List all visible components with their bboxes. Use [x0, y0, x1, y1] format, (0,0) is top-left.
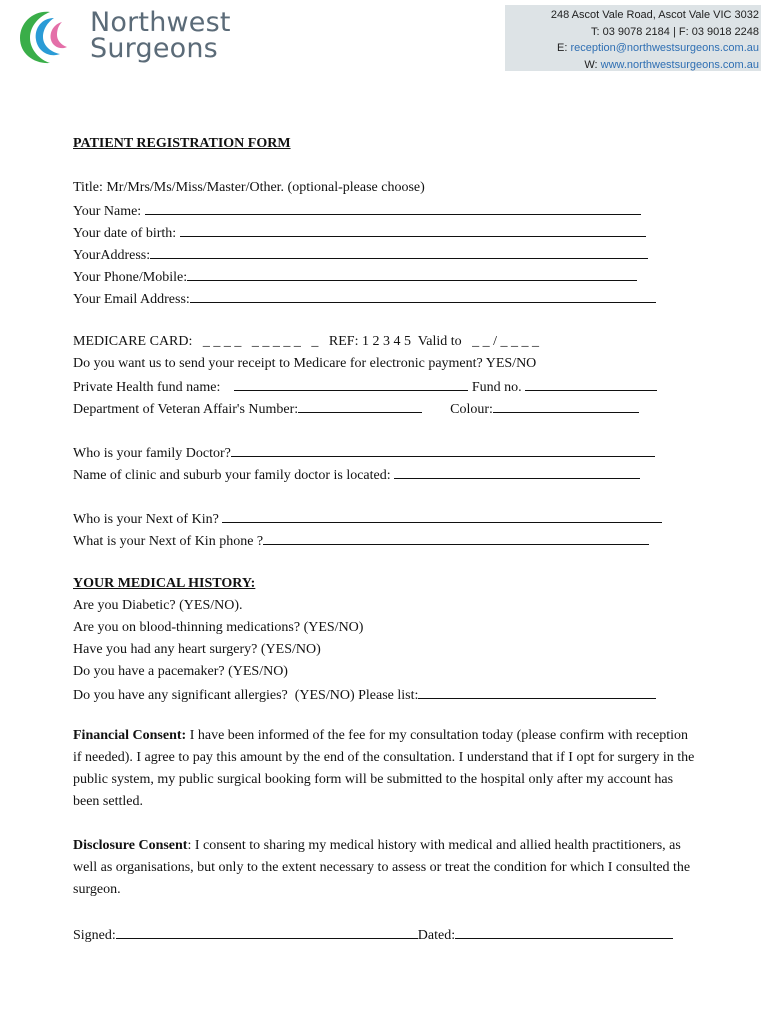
dva-field[interactable]	[298, 400, 422, 413]
medicare-row	[73, 334, 539, 350]
signature-field[interactable]	[116, 926, 418, 939]
receipt-question: Do you want us to send your receipt to Medicare for electronic payment? YES/NO	[73, 356, 537, 371]
email-row	[73, 290, 656, 308]
clinic-row	[73, 466, 640, 484]
address-text: 248 Ascot Vale Road, Ascot Vale VIC 3032	[550, 9, 759, 21]
heart-surgery-question: Have you had any heart surgery? (YES/NO)	[73, 642, 321, 657]
medical-history-heading: YOUR MEDICAL HISTORY:	[73, 576, 256, 591]
signature-row	[73, 926, 673, 944]
email-field[interactable]	[190, 290, 656, 303]
logo-line-2: Surgeons	[90, 33, 218, 64]
email-line	[505, 40, 761, 57]
phone-field[interactable]	[187, 268, 637, 281]
family-doctor-row	[73, 444, 655, 462]
name-label: Your Name:	[73, 204, 142, 219]
dob-label: Your date of birth:	[73, 226, 177, 241]
family-doctor-field[interactable]	[231, 444, 655, 457]
disclosure-consent-title: Disclosure Consent	[73, 838, 188, 853]
clinic-label: Name of clinic and suburb your family doctor is located:	[73, 468, 391, 483]
web-line	[505, 57, 761, 74]
next-of-kin-phone-field[interactable]	[263, 532, 649, 545]
dob-row	[73, 224, 646, 242]
financial-consent-title: Financial Consent:	[73, 728, 187, 743]
phone-fax-text: T: 03 9078 2184 | F: 03 9018 2248	[591, 25, 759, 38]
financial-consent	[73, 725, 698, 813]
valid-to-field[interactable]: _ _ / _ _ _ _	[472, 334, 540, 349]
email-prefix: E:	[557, 42, 571, 54]
web-prefix: W:	[584, 58, 601, 71]
dated-label: Dated:	[417, 928, 456, 943]
name-field[interactable]	[145, 202, 641, 215]
dva-row	[73, 400, 639, 418]
ref-label: REF: 1 2 3 4 5 Valid to	[328, 334, 462, 349]
clinic-field[interactable]	[394, 466, 640, 479]
health-fund-label: Private Health fund name:	[73, 380, 221, 395]
address-field[interactable]	[150, 246, 648, 259]
disclosure-consent-text: : I consent to sharing my medical history with medical and allied health practitioners, as well as organisations, but only to the extent necessary to assess or treat the condition for which I consulted the surgeon.	[73, 838, 691, 897]
allergies-row	[73, 686, 656, 704]
dva-label: Department of Veteran Affair's Number:	[73, 402, 299, 417]
form-title: PATIENT REGISTRATION FORM	[73, 136, 291, 151]
logo-swirl-icon	[16, 8, 82, 66]
phone-label: Your Phone/Mobile:	[73, 270, 188, 285]
email-link[interactable]: reception@northwestsurgeons.com.au	[570, 42, 759, 54]
next-of-kin-label: Who is your Next of Kin?	[73, 512, 219, 527]
web-link[interactable]: www.northwestsurgeons.com.au	[600, 58, 759, 71]
contact-box	[505, 5, 761, 71]
blood-thinning-question: Are you on blood-thinning medications? (YES/NO)	[73, 620, 364, 635]
health-fund-row	[73, 378, 657, 396]
medicare-label: MEDICARE CARD:	[73, 334, 193, 349]
allergies-field[interactable]	[418, 686, 656, 699]
colour-label: Colour:	[450, 402, 493, 417]
address-row	[73, 246, 648, 264]
medicare-field[interactable]: _ _ _ _ _ _ _ _ _ _	[202, 334, 319, 349]
date-field[interactable]	[455, 926, 673, 939]
address-label: YourAddress:	[73, 248, 151, 263]
name-row	[73, 202, 641, 220]
signed-label: Signed:	[73, 928, 116, 943]
next-of-kin-phone-row	[73, 532, 649, 550]
phone-row	[73, 268, 637, 286]
next-of-kin-phone-label: What is your Next of Kin phone ?	[73, 534, 264, 549]
diabetic-question: Are you Diabetic? (YES/NO).	[73, 598, 243, 613]
pacemaker-question: Do you have a pacemaker? (YES/NO)	[73, 664, 288, 679]
title-choice: Title: Mr/Mrs/Ms/Miss/Master/Other. (optional-please choose)	[73, 180, 425, 195]
colour-field[interactable]	[493, 400, 639, 413]
health-fund-field[interactable]	[234, 378, 468, 391]
next-of-kin-row	[73, 510, 662, 528]
financial-consent-text: I have been informed of the fee for my consultation today (please confirm with reception if needed). I agree to pay this amount by the end of the consultation. I understand that if I opt for surgery in the public system, my public surgical booking form will be submitted to the hospital only after my account has been settled.	[73, 728, 695, 809]
logo	[16, 8, 246, 68]
allergies-question: Do you have any significant allergies? (YES/NO) Please list:	[73, 688, 419, 703]
disclosure-consent	[73, 835, 698, 901]
fund-no-field[interactable]	[525, 378, 657, 391]
next-of-kin-field[interactable]	[222, 510, 662, 523]
fund-no-label: Fund no.	[471, 380, 522, 395]
family-doctor-label: Who is your family Doctor?	[73, 446, 231, 461]
email-label: Your Email Address:	[73, 292, 190, 307]
dob-field[interactable]	[180, 224, 646, 237]
logo-line-1: Northwest	[90, 7, 231, 38]
